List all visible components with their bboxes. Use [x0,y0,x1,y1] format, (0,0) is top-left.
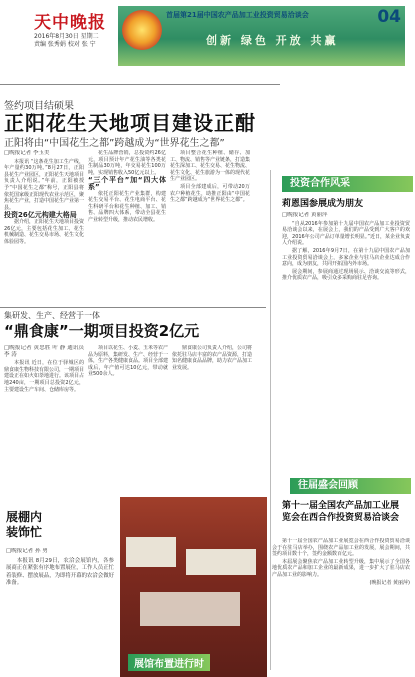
lead-subhead: 正阳将由“中国花生之都”跨越成为“世界花生之都” [4,138,225,149]
lead-headline: 正阳花生天地项目建设正酣 [4,111,256,135]
second-paragraph: 本报讯 近日，在位于驿城区的鼎食康生物科技有限公司，一期项目建设正在如火如荼地进行。该项目占地240亩，一期项目总投资2亿元，主要建设生产车间、仓储库房等。 [4,360,84,393]
right-paragraph: 第十一届全国农产品加工业展览会在西合作投资贸易洽谈会于在驻马店举办，围绕农产品加工业的发展，展会期间，共签约项目数十个，签约金额数百亿元。 [272,538,410,558]
right-paragraph: 据了解，2016年9月7日，在第十九届中国农产品加工业投资贸易洽谈会上，多家企业与驻马店企业达成合作意向，成为朋友，共同开拓国内外市场。 [282,247,410,268]
bottom-box-title-line: 展棚内 [6,510,43,524]
right-article-title: 莉恩国参展成为朋友 [282,199,364,209]
page-number: 04 [377,7,401,27]
bottom-box-title [6,510,42,540]
issue-editors: 责编 张秀娟 校对 张 宁 [34,41,96,48]
second-column-1 [4,345,84,490]
divider [0,307,266,308]
lead-paragraph: 花生品牌营销，总投资约26亿元，项目预计年产花生油等各类花生制品30万吨，年交易花生100万吨，实现销售收入50亿元以上。 [88,150,166,176]
column-rule [270,170,271,670]
exhibition-hall-photo [120,497,267,677]
second-column-3 [172,345,252,490]
lead-column-2 [88,150,166,305]
right-paragraph: 本届展会聚焦农产品加工业转型升级，集中展示了全国各地优质农产品和加工企业的最新成果，进一步扩大了驻马店农产品加工业的影响力。 [272,558,410,578]
bottom-box-title-line: 装饰忙 [6,525,43,539]
banner-slogan: 创新 绿色 开放 共赢 [206,34,339,47]
right-byline: □晚报记者 黄丽萍 [282,212,328,218]
event-banner [118,6,405,66]
issue-date: 2016年8月30日 星期二 [34,33,99,40]
lead-column-3 [170,150,250,305]
photo-stall [140,592,240,626]
lead-paragraph: 项目整合花生种植、储存、加工、物流、销售等产业链条，打造集花生深加工、花生交易、花生物流、花生文化、花生旅游为一体的现代花生产业园区。 [170,150,250,183]
bottom-byline: □晚报记者 孙 勇 [6,548,48,554]
photo-stall [186,549,256,575]
lead-subheading: 投资26亿元构建大格局 [4,211,77,220]
masthead [0,0,415,72]
second-byline: □晚报记者 黄忠胜 叶 静 通讯员 李 涛 [4,345,84,358]
lead-column-1 [4,150,84,305]
flower-icon [122,10,162,50]
lead-subheading: “三个平台”加“四大体系” [88,176,166,191]
banner-title: 首届第21届中国农产品加工业投资贸易洽谈会 [166,11,309,19]
lead-paragraph: 本报讯 “这条花生加工生产线，年产量约30万吨。”8月27日，正阳县花生产业园区，正阳花生天地项目负责人介绍说。”年前，正阳被授予“中国花生之都”称号，正阳县将依托国家级正阳现代农业示范区，聚焦花生产业，打造中国花生产业第一县。 [4,158,84,211]
second-paragraph: 鼎食康公司负责人介绍，公司将依托驻马店丰富的农产品资源，打造知名健康食品品牌，助力农产品加工业发展。 [172,345,252,371]
bottom-box-text [6,548,114,673]
right-article-title: 第十一届全国农产品加工业展览会在西合作投资贸易洽谈会 [282,501,400,523]
section-banner: 往届盛会回顾 [290,478,411,494]
right-column-text [272,538,410,674]
lead-paragraph: 项目全部建成后，可带动20万农户种植花生，助推正阳由“中国花生之都”跨越成为“世界花生之都”。 [170,183,250,204]
lead-paragraph: 据介绍，正阳花生天地项目投资26亿元，主要包括花生加工、花生机械制造、花生交易市场、花生文化体验园等。 [4,218,84,245]
section-banner: 投资合作风采 [282,176,413,192]
right-paragraph: (晚报记者 黄丽萍) [369,579,410,586]
second-headline: “鼎食康”一期项目投资2亿元 [4,322,200,340]
right-paragraph: “自从2016年参加第十九届中国农产品加工业投资贸易洽谈会以来，在展会上，我们的产品受到广大客户的欢迎，2016年公司产品订单量增长明显。”近日，某企业负责人介绍说。 [282,220,410,247]
second-paragraph: 项目以花生、小麦、玉米等农产品为原料，集研发、生产、经营于一体，生产各类健康食品。项目全部建成后，年产值可达10亿元，带动就业500余人。 [88,345,168,378]
photo-stall [126,537,176,567]
divider [0,84,280,85]
issue-info [34,33,99,49]
second-column-2 [88,345,168,490]
photo-caption: 展馆布置进行时 [128,654,210,671]
right-column-text [282,212,410,472]
newspaper-logo: 天中晚报 [34,13,106,33]
second-kicker: 集研发、生产、经营于一体 [4,311,100,320]
lead-kicker: 签约项目结硕果 [4,101,74,112]
lead-byline: □晚报记者 李玉美 [4,150,50,156]
bottom-paragraph: 本报讯 8月29日，农洽会展馆内，各参展商正在紧张有序地布置展位，工作人员正忙着装修、摆放展品，为即将开幕的农洽会做好准备。 [6,557,114,586]
right-paragraph: 展会期间，参展商通过现场展示、洽谈交流等形式，推介优质农产品，吸引众多采购商驻足咨询。 [282,268,410,282]
lead-paragraph: 依托正阳花生产业集群，构建花生交易平台、花生电商平台、花生科研平台和花生种植、加工、销售、品牌四大体系，带动全县花生产业转型升级，推动农民增收。 [88,190,166,223]
